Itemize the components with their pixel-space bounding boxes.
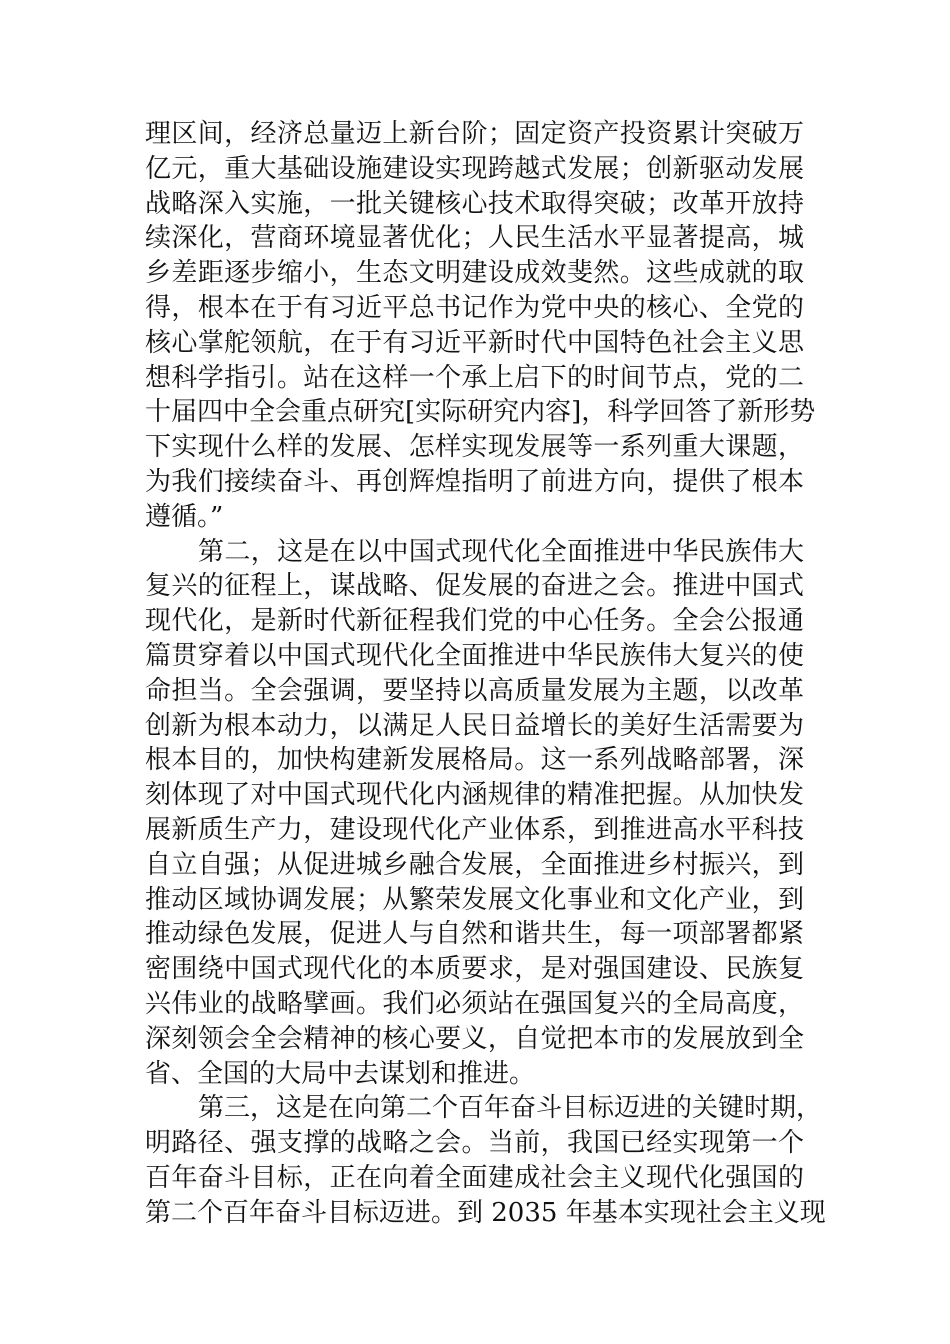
text-line: 十届四中全会重点研究[实际研究内容]，科学回答了新形势: [145, 397, 816, 428]
text-line: 理区间，经济总量迈上新台阶；固定资产投资累计突破万: [145, 119, 804, 149]
text-line: 第二个百年奋斗目标迈进。到 2035 年基本实现社会主义现: [145, 1197, 826, 1228]
text-line: 推动区域协调发展；从繁荣发展文化事业和文化产业，到: [145, 884, 804, 915]
text-line: 兴伟业的战略擘画。我们必须站在强国复兴的全局高度，: [145, 988, 804, 1019]
text-line: 第三，这是在向第二个百年奋斗目标迈进的关键时期，: [198, 1093, 823, 1124]
text-line: 命担当。全会强调，要坚持以高质量发展为主题，以改革: [145, 675, 804, 706]
text-line: 复兴的征程上，谋战略、促发展的奋进之会。推进中国式: [145, 571, 804, 602]
text-line: 得，根本在于有习近平总书记作为党中央的核心、全党的: [145, 292, 804, 323]
text-line: 创新为根本动力，以满足人民日益增长的美好生活需要为: [145, 710, 804, 741]
paragraph-3: [145, 1091, 826, 1230]
text-line: 战略深入实施，一批关键核心技术取得突破；改革开放持: [145, 188, 804, 219]
text-line: 第二，这是在以中国式现代化全面推进中华民族伟大: [198, 536, 804, 567]
text-line: 为我们接续奋斗、再创辉煌指明了前进方向，提供了根本: [145, 466, 804, 497]
text-line: 篇贯穿着以中国式现代化全面推进中华民族伟大复兴的使: [145, 640, 804, 671]
paragraph-1: [145, 117, 816, 535]
text-line: 自立自强；从促进城乡融合发展，全面推进乡村振兴，到: [145, 849, 804, 880]
text-line: 遵循。”: [145, 501, 224, 532]
text-line: 明路径、强支撑的战略之会。当前，我国已经实现第一个: [145, 1128, 804, 1159]
text-line: 亿元，重大基础设施建设实现跨越式发展；创新驱动发展: [145, 153, 804, 184]
text-line: 现代化，是新时代新征程我们党的中心任务。全会公报通: [145, 606, 804, 637]
text-line: 推动绿色发展，促进人与自然和谐共生，每一项部署都紧: [145, 919, 804, 950]
paragraph-2: [145, 535, 804, 1092]
text-line: 展新质生产力，建设现代化产业体系，到推进高水平科技: [145, 814, 804, 845]
text-line: 想科学指引。站在这样一个承上启下的时间节点，党的二: [145, 362, 804, 393]
text-line: 密围绕中国式现代化的本质要求，是对强国建设、民族复: [145, 954, 804, 985]
text-line: 续深化，营商环境显著优化；人民生活水平显著提高，城: [145, 223, 804, 254]
text-line: 刻体现了对中国式现代化内涵规律的精准把握。从加快发: [145, 780, 804, 811]
document-page: [145, 117, 826, 1231]
text-line: 根本目的，加快构建新发展格局。这一系列战略部署，深: [145, 745, 804, 776]
text-line: 下实现什么样的发展、怎样实现发展等一系列重大课题，: [145, 432, 804, 463]
text-line: 核心掌舵领航，在于有习近平新时代中国特色社会主义思: [145, 327, 804, 358]
text-line: 百年奋斗目标，正在向着全面建成社会主义现代化强国的: [145, 1162, 804, 1193]
text-line: 省、全国的大局中去谋划和推进。: [145, 1058, 536, 1089]
text-line: 深刻领会全会精神的核心要义，自觉把本市的发展放到全: [145, 1023, 804, 1054]
text-line: 乡差距逐步缩小，生态文明建设成效斐然。这些成就的取: [145, 258, 804, 289]
